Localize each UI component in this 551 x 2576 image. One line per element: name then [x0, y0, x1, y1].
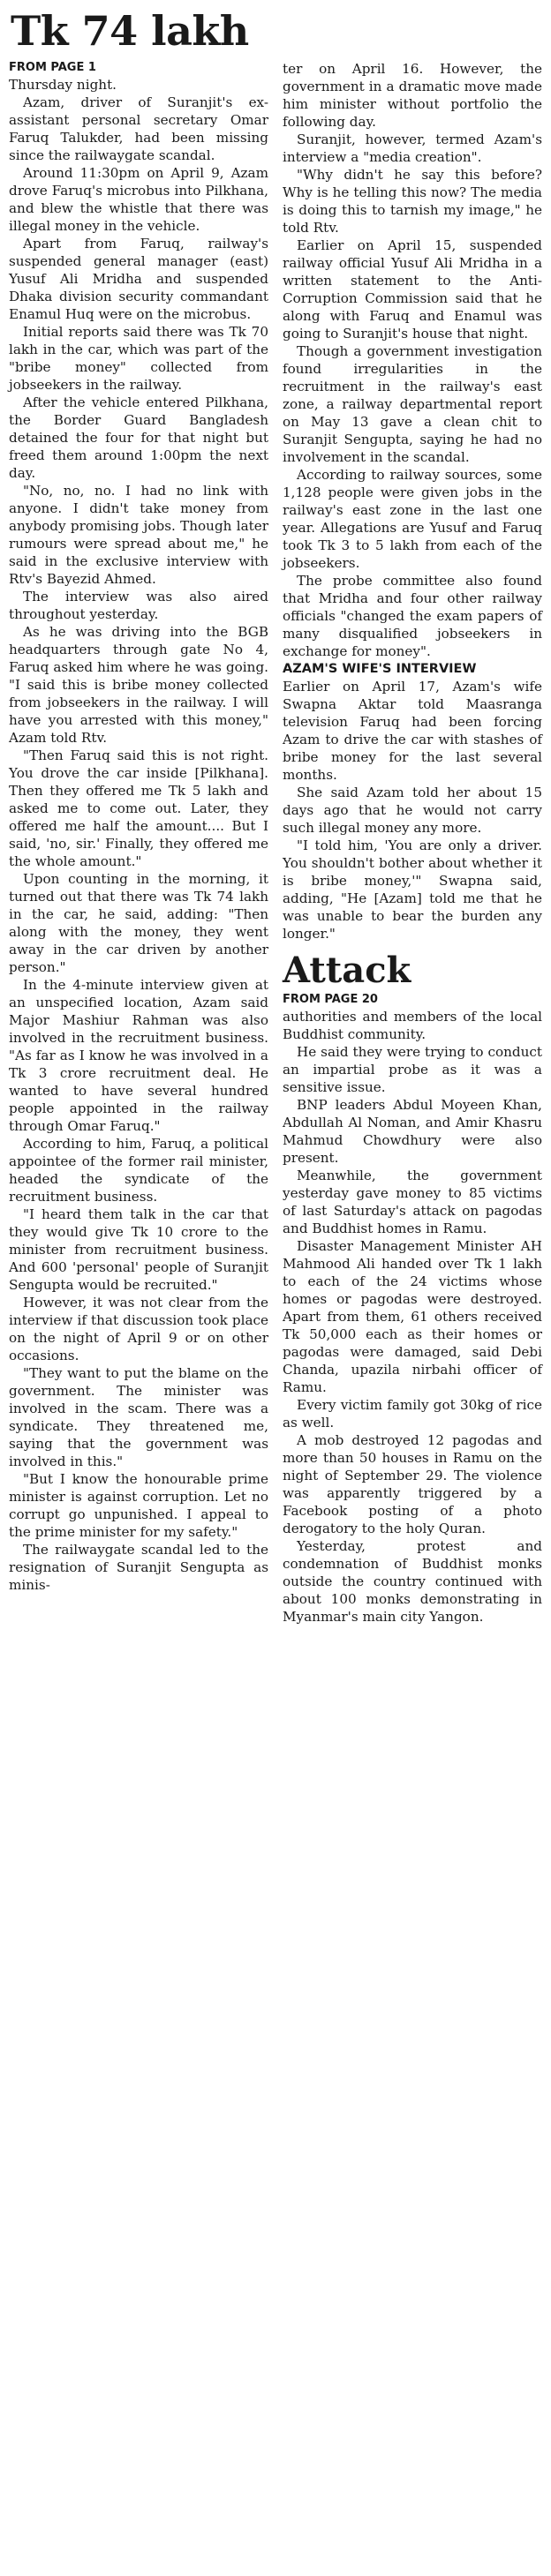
- section-subhead: AZAM'S WIFE'S INTERVIEW: [283, 662, 477, 676]
- paragraph: "Why didn't he say this before? Why is he telling this now? The media is doing this to tarnish my image," he told Rtv.: [283, 167, 542, 236]
- paragraph: Earlier on April 17, Azam's wife Swapna Aktar told Maasranga television Faruq had been forcing Azam to drive the car with stashes of bribe money for the last several months.: [283, 679, 542, 783]
- column-right: [283, 60, 542, 1626]
- paragraph: Though a government investigation found irregularities in the recruitment in the railway's east zone, a railway departmental report on May 13 gave a clean chit to Suranjit Sengupta, saying he had no involvement in the scandal.: [283, 343, 542, 465]
- column-left: [9, 60, 268, 1626]
- paragraph: Upon counting in the morning, it turned out that there was Tk 74 lakh in the car, he said, adding: "Then along with the money, they went away in the car driven by another person.": [9, 871, 268, 975]
- paragraph: "Then Faruq said this is not right. You drove the car inside [Pilkhana]. Then they offered me Tk 5 lakh and asked me to come out. Later, they offered me half the amount.... But I said, 'no, sir.' Finally, they offered me the whole amount.": [9, 747, 268, 869]
- paragraph: "I heard them talk in the car that they would give Tk 10 crore to the minister from recruitment business. And 600 'personal' people of Suranjit Sengupta would be recruited.": [9, 1206, 268, 1293]
- paragraph: Yesterday, protest and condemnation of Buddhist monks outside the country continued with about 100 monks demonstrating in Myanmar's main city Yangon.: [283, 1538, 542, 1625]
- paragraph: However, it was not clear from the interview if that discussion took place on the night of April 9 or on other occasions.: [9, 1295, 268, 1363]
- paragraph: ter on April 16. However, the government in a dramatic move made him minister without portfolio the following day.: [283, 61, 542, 130]
- paragraph: Apart from Faruq, railway's suspended general manager (east) Yusuf Ali Mridha and suspended Dhaka division security commandant Enamul Huq were on the microbus.: [9, 236, 268, 322]
- paragraph: A mob destroyed 12 pagodas and more than 50 houses in Ramu on the night of September 29. The violence was apparently triggered by a Facebook posting of a photo derogatory to the holy Quran.: [283, 1432, 542, 1536]
- article-columns: [9, 60, 542, 1626]
- paragraph: "They want to put the blame on the government. The minister was involved in the scam. There was a syndicate. They threatened me, saying that the government was involved in this.": [9, 1365, 268, 1469]
- article-headline: Tk 74 lakh: [11, 7, 249, 55]
- paragraph: The interview was also aired throughout yesterday.: [9, 589, 268, 622]
- paragraph: In the 4-minute interview given at an unspecified location, Azam said Major Mashiur Rahman was also involved in the recruitment business. "As far as I know he was involved in a Tk 3 crore recruitment deal. He wanted to have several hundred people appointed in the railway through Omar Faruq.": [9, 977, 268, 1134]
- paragraph: According to him, Faruq, a political appointee of the former rail minister, headed the syndicate of the recruitment business.: [9, 1136, 268, 1205]
- paragraph: Suranjit, however, termed Azam's interview a "media creation".: [283, 131, 542, 165]
- jump-label: FROM PAGE 20: [283, 993, 378, 1006]
- paragraph: Every victim family got 30kg of rice as well.: [283, 1397, 542, 1431]
- paragraph: He said they were trying to conduct an impartial probe as it was a sensitive issue.: [283, 1044, 542, 1095]
- paragraph: "No, no, no. I had no link with anyone. I didn't take money from anybody promising jobs. Though later rumours were spread about me," he said in the exclusive interview with Rtv's Bayezid Ahmed.: [9, 483, 268, 587]
- paragraph: Thursday night.: [9, 77, 117, 93]
- paragraph: Meanwhile, the government yesterday gave money to 85 victims of last Saturday's attack on pagodas and Buddhist homes in Ramu.: [283, 1168, 542, 1236]
- paragraph: Earlier on April 15, suspended railway official Yusuf Ali Mridha in a written statement to the Anti-Corruption Commission said that he along with Faruq and Enamul was going to Suranjit's house that night.: [283, 237, 542, 342]
- paragraph: After the vehicle entered Pilkhana, the Border Guard Bangladesh detained the four for that night but freed them around 1:00pm the next day.: [9, 394, 268, 481]
- paragraph: "I told him, 'You are only a driver. You shouldn't bother about whether it is bribe money,'" Swapna said, adding, "He [Azam] told me that he was unable to bear the burden any longer.": [283, 837, 542, 942]
- paragraph: The railwaygate scandal led to the resignation of Suranjit Sengupta as minis-: [9, 1542, 268, 1593]
- paragraph: "But I know the honourable prime minister is against corruption. Let no corrupt go unpunished. I appeal to the prime minister for my safety.": [9, 1471, 268, 1540]
- paragraph: Disaster Management Minister AH Mahmood Ali handed over Tk 1 lakh to each of the 24 victims whose homes or pagodas were destroyed. Apart from them, 61 others received Tk 50,000 each as their homes or pagodas were damaged, said Debi Chanda, upazila nirbahi officer of Ramu.: [283, 1238, 542, 1395]
- paragraph: Initial reports said there was Tk 70 lakh in the car, which was part of the "bribe money" collected from jobseekers in the railway.: [9, 324, 268, 393]
- second-article-headline: Attack: [283, 950, 411, 991]
- paragraph: According to railway sources, some 1,128 people were given jobs in the railway's east zone in the last one year. Allegations are Yusuf and Faruq took Tk 3 to 5 lakh from each of the jobseekers.: [283, 467, 542, 571]
- paragraph: authorities and members of the local Buddhist community.: [283, 1009, 542, 1042]
- paragraph: Azam, driver of Suranjit's ex-assistant personal secretary Omar Faruq Talukder, had been missing since the railwaygate scandal.: [9, 94, 268, 163]
- paragraph: She said Azam told her about 15 days ago that he would not carry such illegal money any more.: [283, 785, 542, 836]
- paragraph: As he was driving into the BGB headquarters through gate No 4, Faruq asked him where he was going. "I said this is bribe money collected from jobseekers in the railway. I will have you arrested with this money," Azam told Rtv.: [9, 624, 268, 746]
- paragraph: BNP leaders Abdul Moyeen Khan, Abdullah Al Noman, and Amir Khasru Mahmud Chowdhury were also present.: [283, 1097, 542, 1166]
- paragraph: The probe committee also found that Mridha and four other railway officials "changed the exam papers of many disqualified jobseekers in exchange for money".: [283, 573, 542, 659]
- jump-label: FROM PAGE 1: [9, 61, 96, 74]
- paragraph: Around 11:30pm on April 9, Azam drove Faruq's microbus into Pilkhana, and blew the whistle that there was illegal money in the vehicle.: [9, 165, 268, 234]
